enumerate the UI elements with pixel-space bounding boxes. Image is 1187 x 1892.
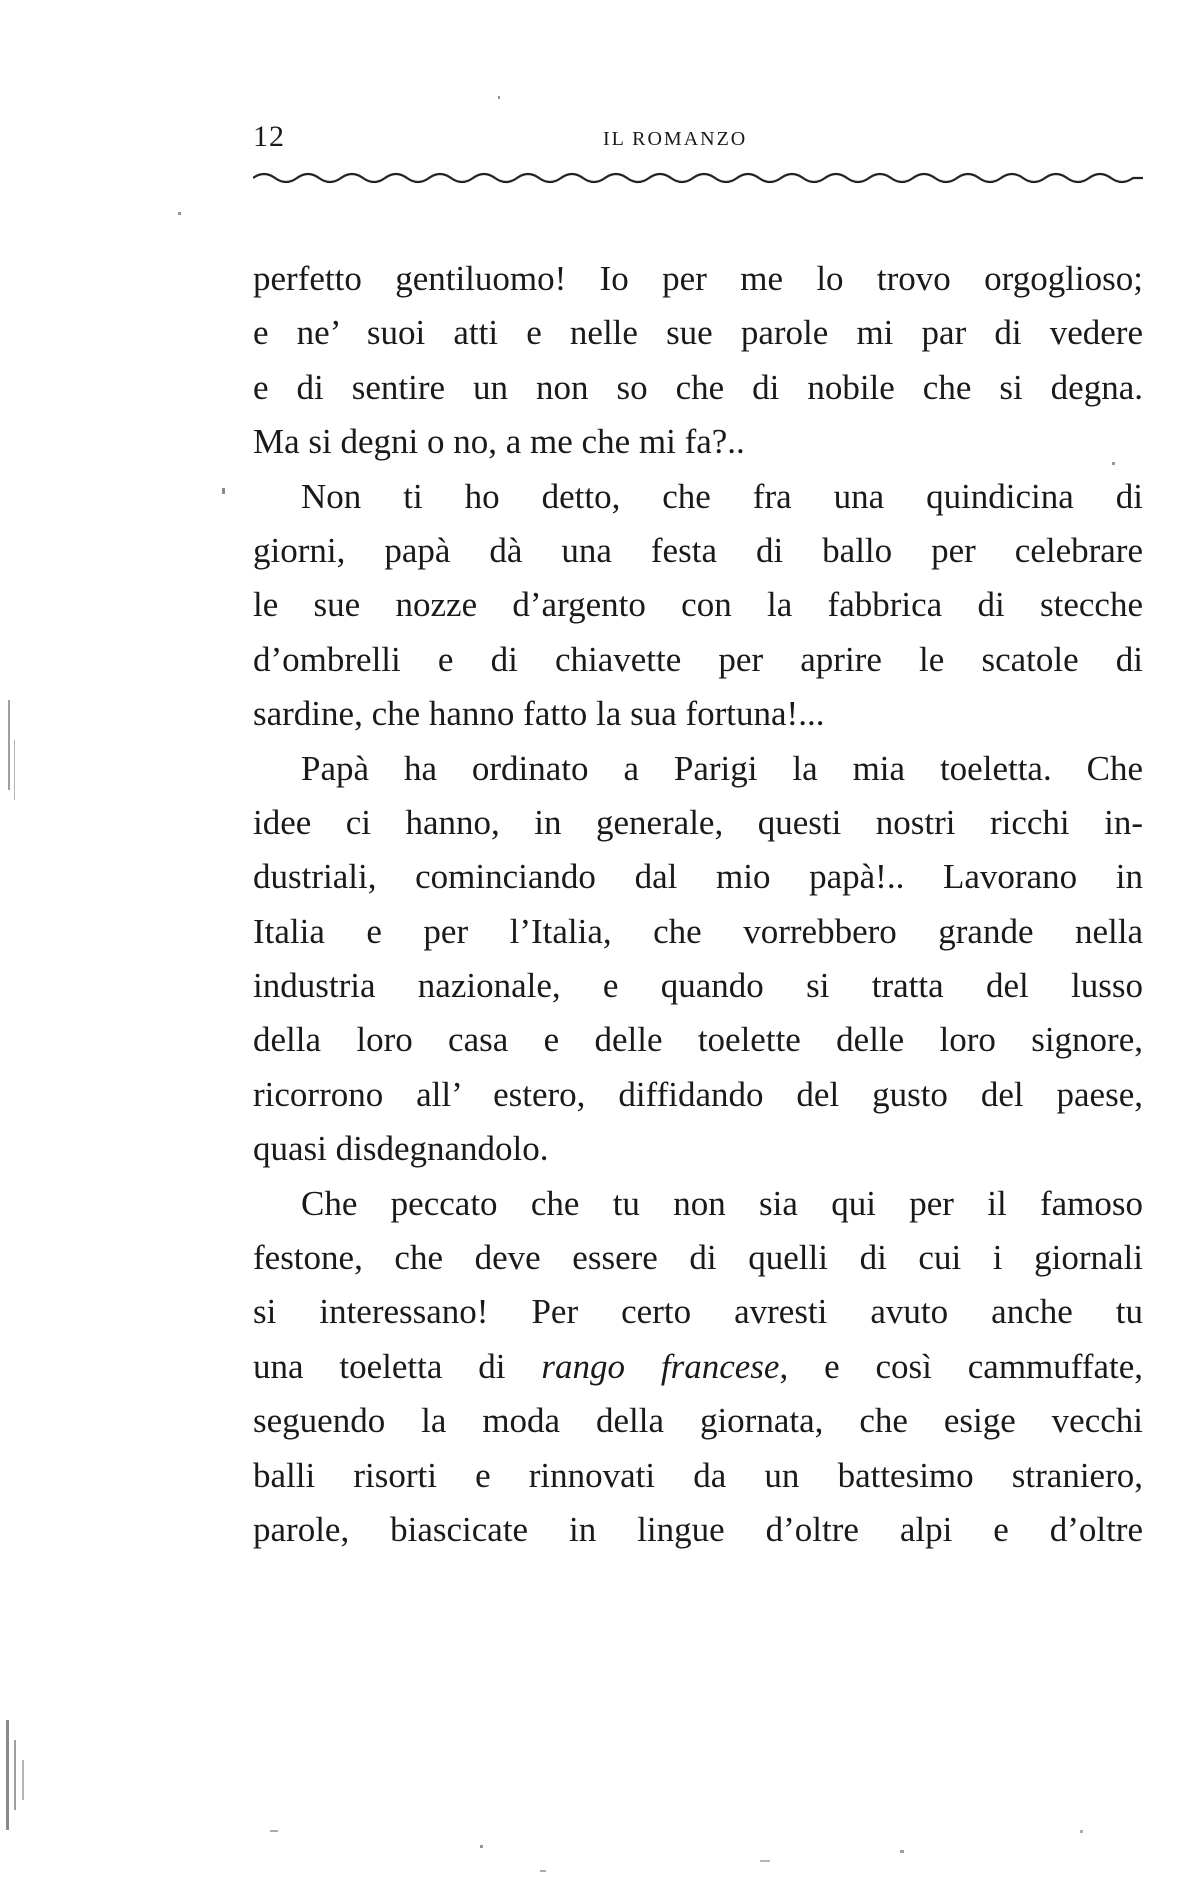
page-number: 12 bbox=[253, 120, 285, 153]
scan-speck bbox=[498, 96, 500, 99]
text-line: idee ci hanno, in generale, questi nostri ricchi in- bbox=[253, 802, 1143, 842]
text-line: sardine, che hanno fatto la sua fortuna!... bbox=[253, 694, 825, 734]
text-line: Non ti ho detto, che fra una quindicina di bbox=[301, 476, 1143, 516]
scan-speck bbox=[22, 1760, 24, 1800]
scan-speck bbox=[480, 1845, 483, 1848]
text-line: le sue nozze d’argento con la fabbrica di stecche bbox=[253, 585, 1143, 625]
text-line: balli risorti e rinnovati da un battesimo straniero, bbox=[253, 1455, 1143, 1495]
text-line: Ma si degni o no, a me che mi fa?.. bbox=[253, 422, 745, 462]
scan-speck bbox=[14, 1740, 16, 1810]
scan-speck bbox=[8, 700, 10, 790]
scan-speck bbox=[14, 740, 15, 800]
text-line: d’ombrelli e di chiavette per aprire le scatole di bbox=[253, 639, 1143, 679]
text-line bbox=[253, 1340, 1143, 1394]
text-line: ricorrono all’ estero, diffidando del gusto del paese, bbox=[253, 1074, 1143, 1114]
text-line: dustriali, cominciando dal mio papà!.. Lavorano in bbox=[253, 857, 1143, 897]
text-line: seguendo la moda della giornata, che esige vecchi bbox=[253, 1401, 1143, 1441]
text-line-end: , e così cammuffate, bbox=[779, 1346, 1143, 1386]
text-line: e di sentire un non so che di nobile che si degna. bbox=[253, 367, 1143, 407]
italic-phrase: rango francese bbox=[541, 1346, 780, 1386]
wavy-rule-ornament bbox=[253, 168, 1143, 188]
text-line: perfetto gentiluomo! Io per me lo trovo orgoglioso; bbox=[253, 259, 1143, 298]
scan-speck bbox=[760, 1860, 770, 1862]
text-line: Papà ha ordinato a Parigi la mia toeletta. Che bbox=[301, 748, 1143, 788]
scan-speck bbox=[6, 1720, 9, 1830]
text-line: parole, biascicate in lingue d’oltre alpi e d’oltre bbox=[253, 1509, 1143, 1549]
text-line: giorni, papà dà una festa di ballo per celebrare bbox=[253, 530, 1143, 570]
scan-speck bbox=[900, 1850, 904, 1853]
body-text bbox=[253, 252, 1143, 1557]
scan-speck bbox=[178, 212, 181, 215]
scan-speck bbox=[1112, 462, 1115, 465]
text-line: quasi disdegnandolo. bbox=[253, 1129, 549, 1169]
text-line: e ne’ suoi atti e nelle sue parole mi par di vedere bbox=[253, 313, 1143, 353]
running-title: IL ROMANZO bbox=[603, 128, 748, 150]
scan-speck bbox=[270, 1830, 278, 1832]
text-line: Che peccato che tu non sia qui per il famoso bbox=[301, 1183, 1143, 1223]
text-line: industria nazionale, e quando si tratta del lusso bbox=[253, 966, 1143, 1006]
text-line: festone, che deve essere di quelli di cui i giornali bbox=[253, 1238, 1143, 1278]
text-line-start: una toeletta di bbox=[253, 1346, 542, 1386]
scan-speck bbox=[1080, 1830, 1083, 1833]
text-line: della loro casa e delle toelette delle loro signore, bbox=[253, 1020, 1143, 1060]
text-line: si interessano! Per certo avresti avuto anche tu bbox=[253, 1292, 1143, 1332]
scan-speck bbox=[222, 488, 225, 494]
running-head bbox=[253, 120, 1143, 160]
scan-speck bbox=[540, 1870, 546, 1872]
text-line: Italia e per l’Italia, che vorrebbero grande nella bbox=[253, 911, 1143, 951]
